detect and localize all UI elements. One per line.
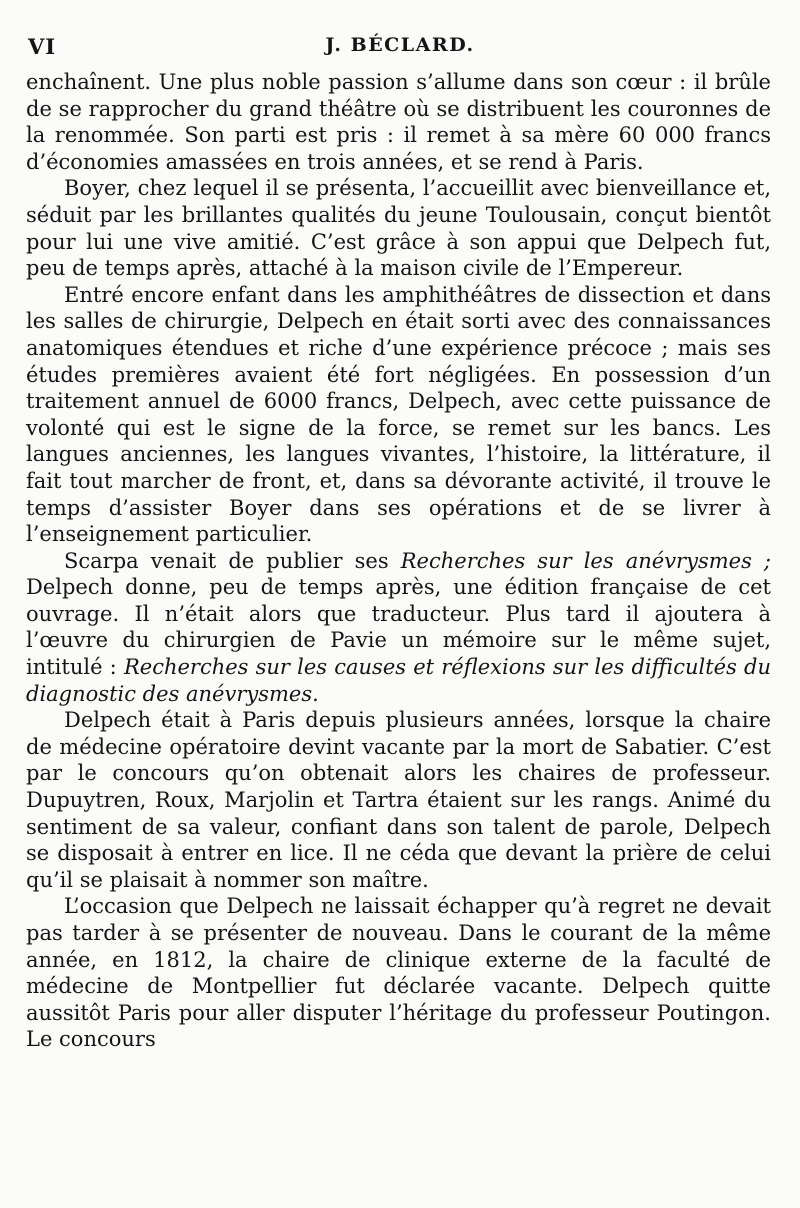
paragraph — [26, 69, 771, 175]
paragraph — [26, 893, 771, 1053]
paragraph-text: enchaînent. Une plus noble passion s’allume dans son cœur : il brûle de se rapprocher du grand théâtre où se distribuent les couronnes de la renommée. Son parti est pris : il remet à sa mère 60 000 francs d’économies amassées en trois années, et se rend à Paris. — [26, 70, 771, 174]
paragraph-text: Delpech était à Paris depuis plusieurs années, lorsque la chaire de médecine opératoire devint vacante par la mort de Sabatier. C’est par le concours qu’on obtenait alors les chaires de professeur. Dupuytren, Roux, Marjolin et Tartra étaient sur les rangs. Animé du sentiment de sa valeur, confiant dans son talent de parole, Delpech se disposait à entrer en lice. Il ne céda que devant la prière de celui qu’il se plaisait à nommer son maître. — [26, 708, 771, 892]
italic-title-text: Recherches sur les anévrysmes ; — [400, 548, 772, 573]
running-title: J. BÉCLARD. — [325, 34, 475, 56]
italic-title-text: Recherches sur les causes et réflexions sur les difficultés du diagnostic des anévrysmes. — [26, 655, 772, 706]
paragraph — [26, 707, 771, 893]
paragraph — [26, 548, 771, 708]
paragraph-text: Entré encore enfant dans les amphithéâtres de dissection et dans les salles de chirurgie, Delpech en était sorti avec des connaissances anatomiques étendues et riche d’une expérience précoce ; mais ses études premières avaient été fort négligées. En possession d’un traitement annuel de 6000 francs, Delpech, avec cette puissance de volonté qui est le signe de la force, se remet sur les bancs. Les langues anciennes, les langues vivantes, l’histoire, la littérature, il fait tout marcher de front, et, dans sa dévorante activité, il trouve le temps d’assister Boyer dans ses opérations et de se livrer à l’enseignement particulier. — [26, 282, 771, 547]
paragraph-text: Scarpa venait de publier ses — [64, 548, 401, 573]
running-header — [26, 34, 774, 60]
paragraph-text: Boyer, chez lequel il se présenta, l’accueillit avec bienveillance et, séduit par les brillantes qualités du jeune Toulousain, conçut bientôt pour lui une vive amitié. C’est grâce à son appui que Delpech fut, peu de temps après, attaché à la maison civile de l’Empereur. — [26, 176, 771, 281]
paragraph — [26, 175, 771, 281]
page-number: VI — [28, 34, 57, 59]
paragraph-text: L’occasion que Delpech ne laissait échapper qu’à regret ne devait pas tarder à se présenter de nouveau. Dans le courant de la même année, en 1812, la chaire de clinique externe de la faculté de médecine de Montpellier fut déclarée vacante. Delpech quitte aussitôt Paris pour aller disputer l’héritage du professeur Poutingon. Le concours — [26, 894, 771, 1052]
paragraph-text: Delpech donne, peu de temps après, une édition française de cet ouvrage. Il n’était alors que traducteur. Plus tard il ajoutera à l’œuvre du chirurgien de Pavie un mémoire sur le même sujet, intitulé : — [26, 575, 771, 680]
paragraph — [26, 282, 771, 548]
body-text — [26, 69, 771, 1053]
